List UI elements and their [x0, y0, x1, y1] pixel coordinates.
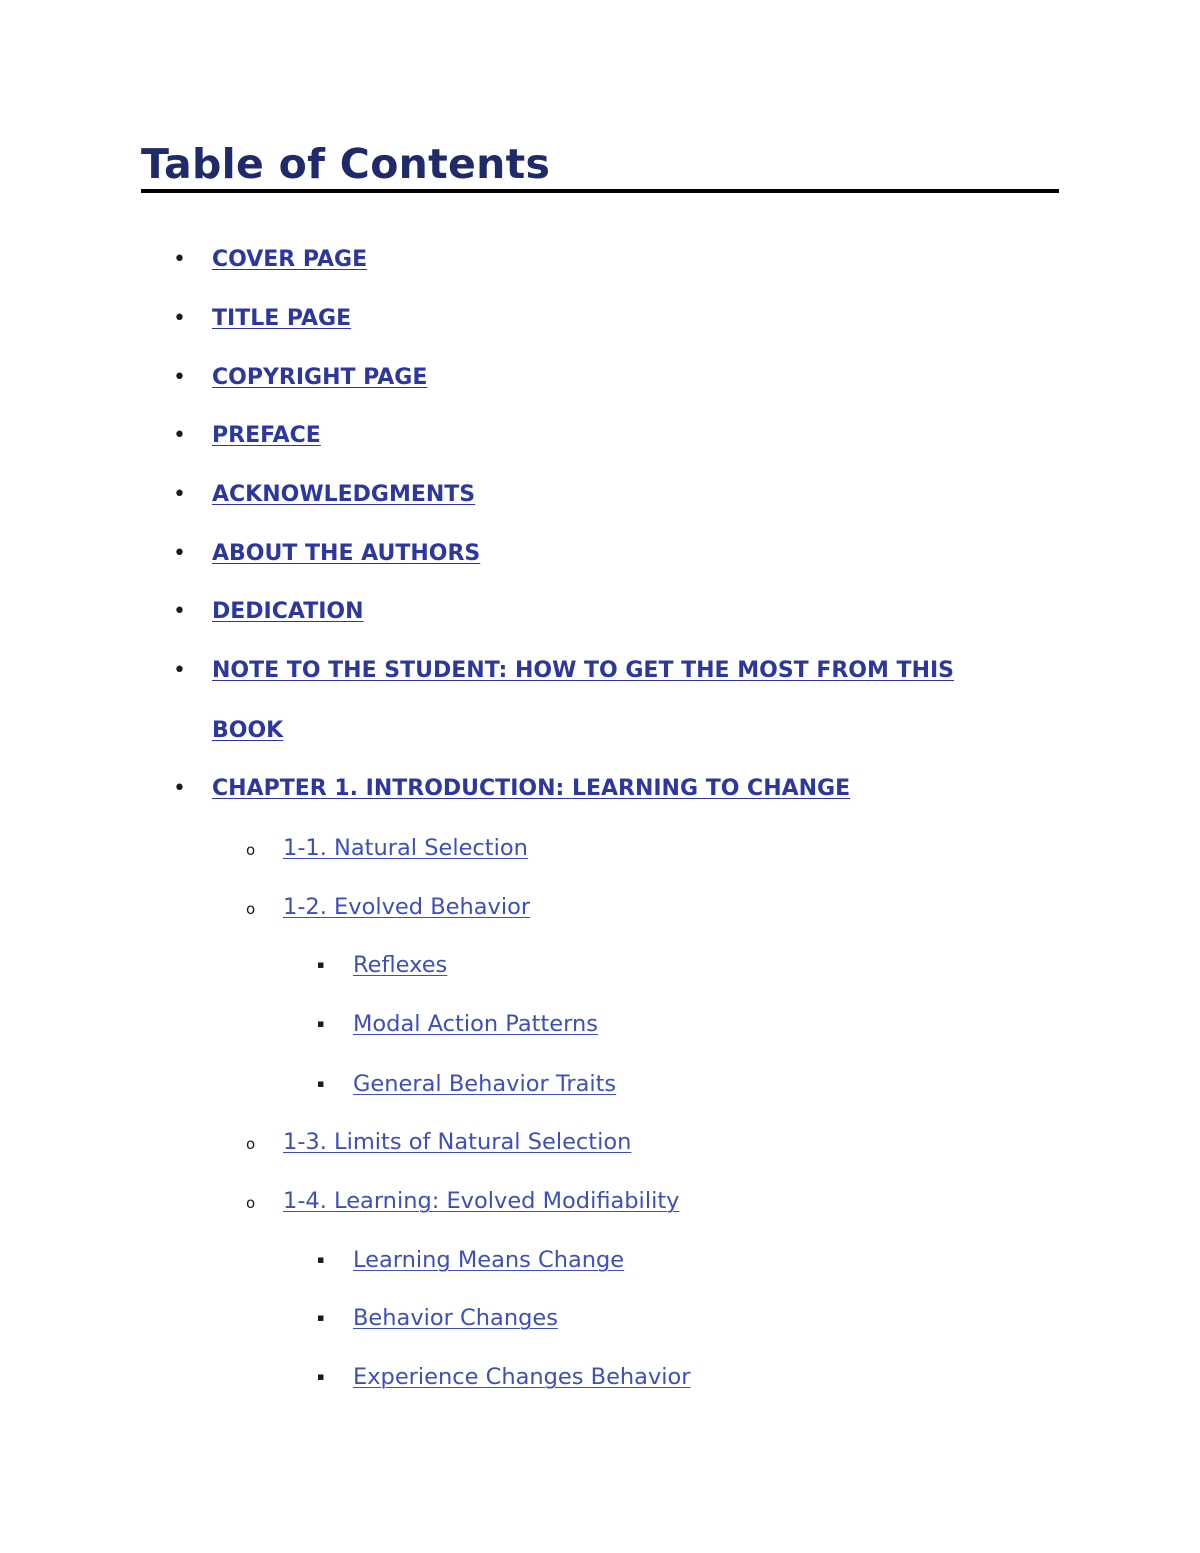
bullet: o	[246, 900, 256, 918]
toc-link-acknowledgments[interactable]: ACKNOWLEDGMENTS	[212, 482, 476, 507]
toc-link-behavior-changes[interactable]: Behavior Changes	[353, 1305, 558, 1331]
bullet: •	[173, 658, 186, 683]
bullet: ▪	[317, 1311, 325, 1324]
toc-link-about-the-authors[interactable]: ABOUT THE AUTHORS	[212, 541, 481, 566]
toc-link-note-to-student[interactable]: NOTE TO THE STUDENT: HOW TO GET THE MOST FROM THIS	[212, 658, 955, 683]
page-title: Table of Contents	[141, 140, 551, 188]
toc-link-chapter-1[interactable]: CHAPTER 1. INTRODUCTION: LEARNING TO CHANGE	[212, 776, 851, 801]
toc-link-learning-means-change[interactable]: Learning Means Change	[353, 1247, 625, 1273]
toc-link-note-to-student-line2[interactable]: BOOK	[212, 718, 284, 743]
bullet: o	[246, 841, 256, 859]
toc-link-general-behavior-traits[interactable]: General Behavior Traits	[353, 1071, 617, 1097]
toc-link-modal-action-patterns[interactable]: Modal Action Patterns	[353, 1011, 598, 1037]
toc-link-1-4[interactable]: 1-4. Learning: Evolved Modifiability	[283, 1188, 680, 1214]
toc-link-dedication[interactable]: DEDICATION	[212, 599, 364, 624]
toc-link-copyright-page[interactable]: COPYRIGHT PAGE	[212, 365, 428, 390]
bullet: ▪	[317, 1017, 325, 1030]
toc-link-1-3[interactable]: 1-3. Limits of Natural Selection	[283, 1129, 632, 1155]
toc-link-cover-page[interactable]: COVER PAGE	[212, 247, 368, 272]
bullet: ▪	[317, 1253, 325, 1266]
toc-link-reflexes[interactable]: Reflexes	[353, 952, 448, 978]
toc-link-experience-changes-behavior[interactable]: Experience Changes Behavior	[353, 1364, 691, 1390]
bullet: •	[173, 482, 186, 507]
title-underline	[141, 189, 1059, 193]
bullet: o	[246, 1194, 256, 1212]
bullet: •	[173, 247, 186, 272]
bullet: ▪	[317, 958, 325, 971]
bullet: ▪	[317, 1077, 325, 1090]
toc-link-preface[interactable]: PREFACE	[212, 423, 321, 448]
bullet: ▪	[317, 1370, 325, 1383]
toc-link-title-page[interactable]: TITLE PAGE	[212, 306, 352, 331]
bullet: •	[173, 306, 186, 331]
bullet: •	[173, 541, 186, 566]
bullet: •	[173, 776, 186, 801]
bullet: •	[173, 365, 186, 390]
bullet: •	[173, 423, 186, 448]
bullet: o	[246, 1135, 256, 1153]
toc-link-1-1[interactable]: 1-1. Natural Selection	[283, 835, 528, 861]
toc-link-1-2[interactable]: 1-2. Evolved Behavior	[283, 894, 531, 920]
bullet: •	[173, 599, 186, 624]
